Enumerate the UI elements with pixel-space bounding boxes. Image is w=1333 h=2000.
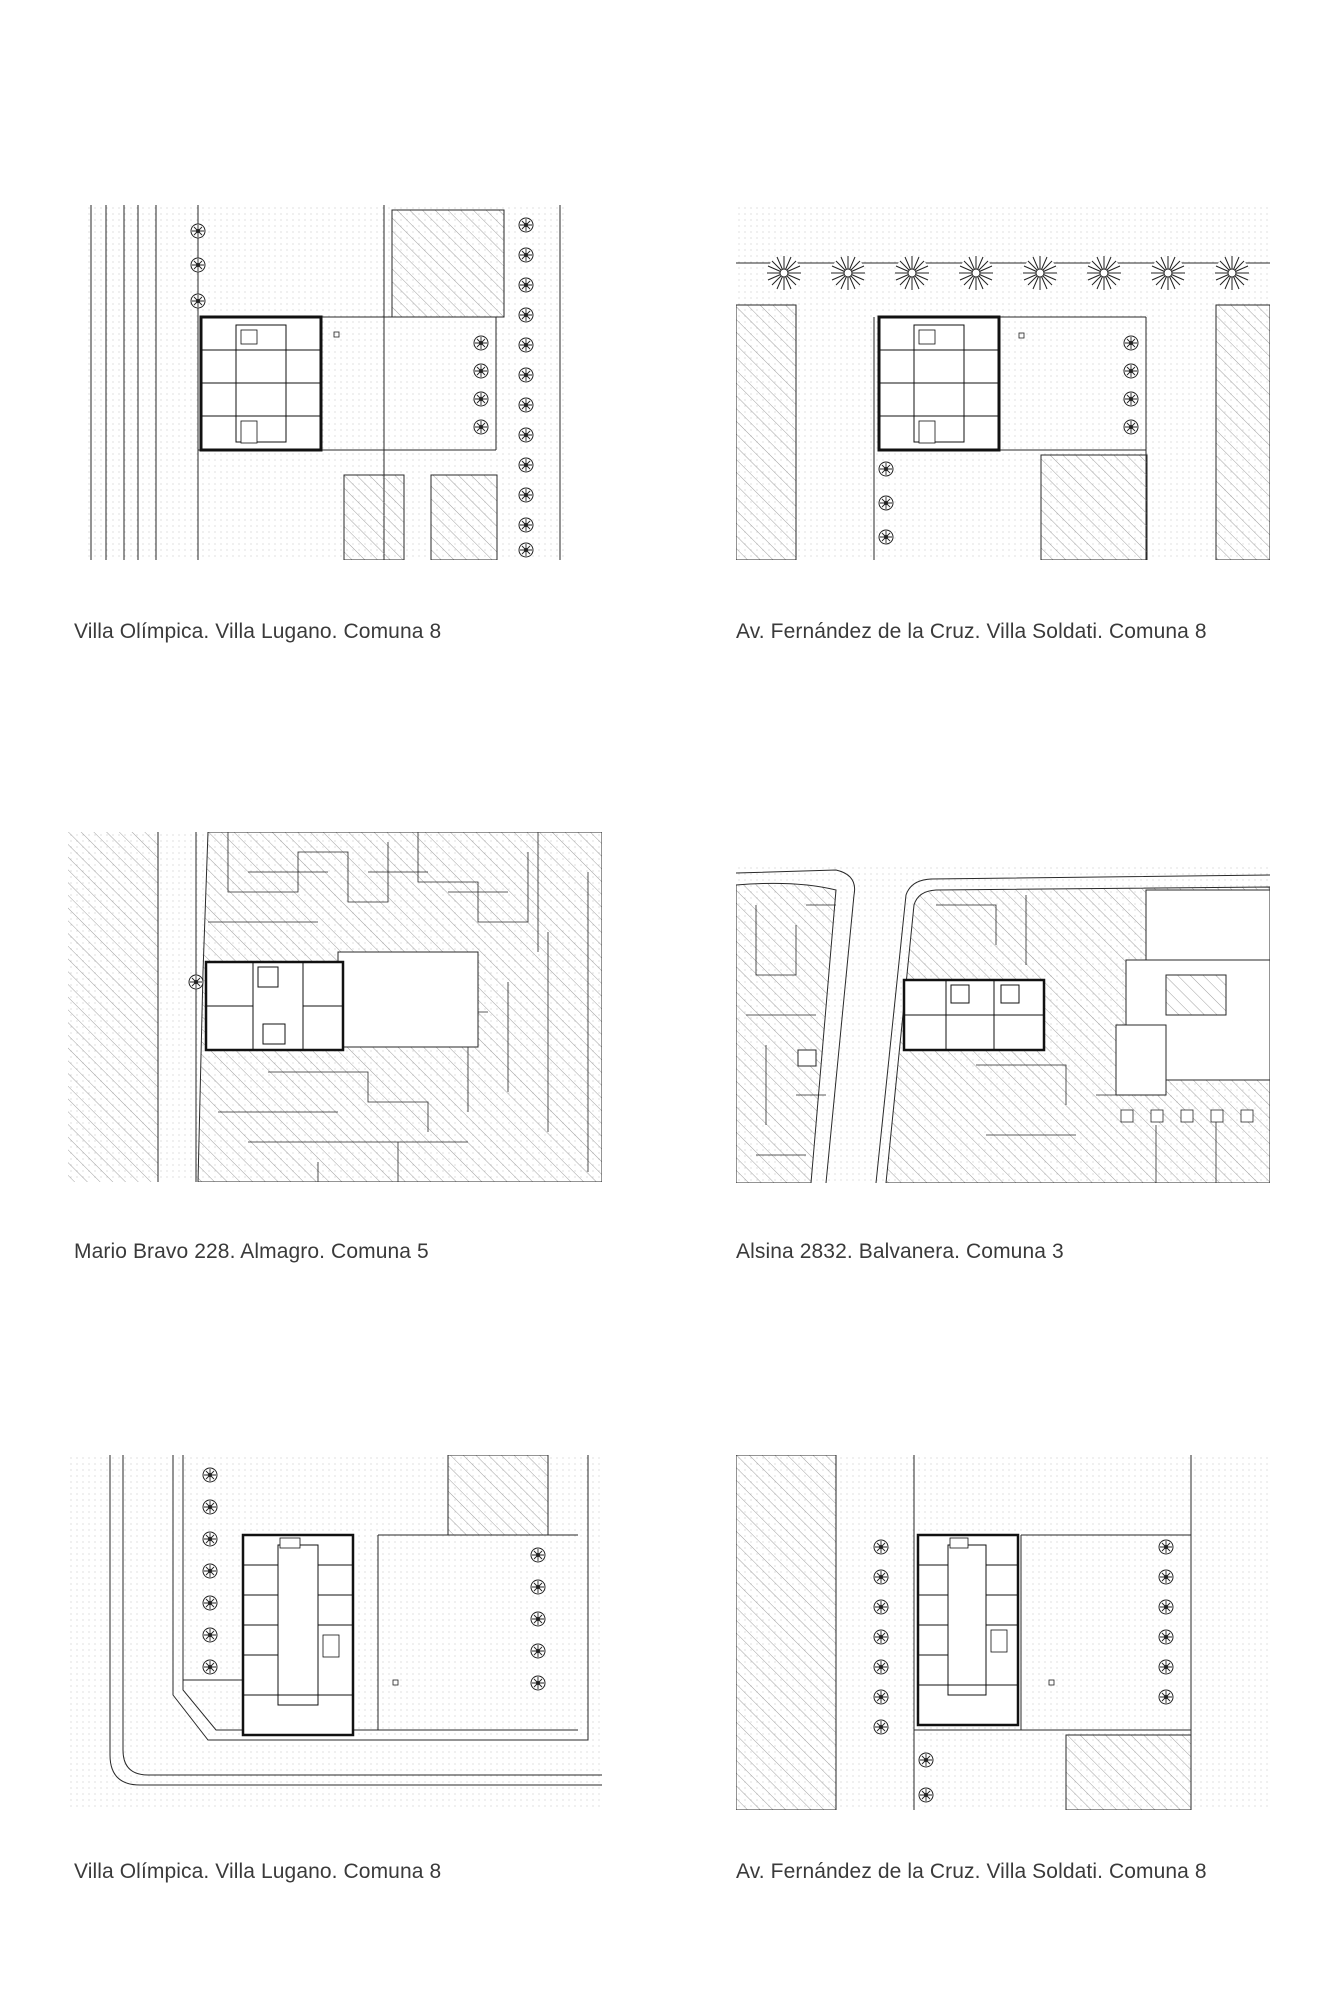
site-plan-3 [68,832,602,1182]
caption-plan-3: Mario Bravo 228. Almagro. Comuna 5 [74,1240,429,1263]
caption-plan-1: Villa Olímpica. Villa Lugano. Comuna 8 [74,620,442,643]
site-plan-1 [86,205,566,560]
caption-plan-4: Alsina 2832. Balvanera. Comuna 3 [736,1240,1064,1263]
site-plan-6 [736,1455,1270,1810]
site-plan-4 [736,865,1270,1183]
caption-plan-6: Av. Fernández de la Cruz. Villa Soldati. Comuna 8 [736,1860,1207,1883]
caption-plan-5: Villa Olímpica. Villa Lugano. Comuna 8 [74,1860,442,1883]
site-plan-5 [68,1455,602,1810]
caption-plan-2: Av. Fernández de la Cruz. Villa Soldati. Comuna 8 [736,620,1207,643]
site-plan-2 [736,205,1270,560]
